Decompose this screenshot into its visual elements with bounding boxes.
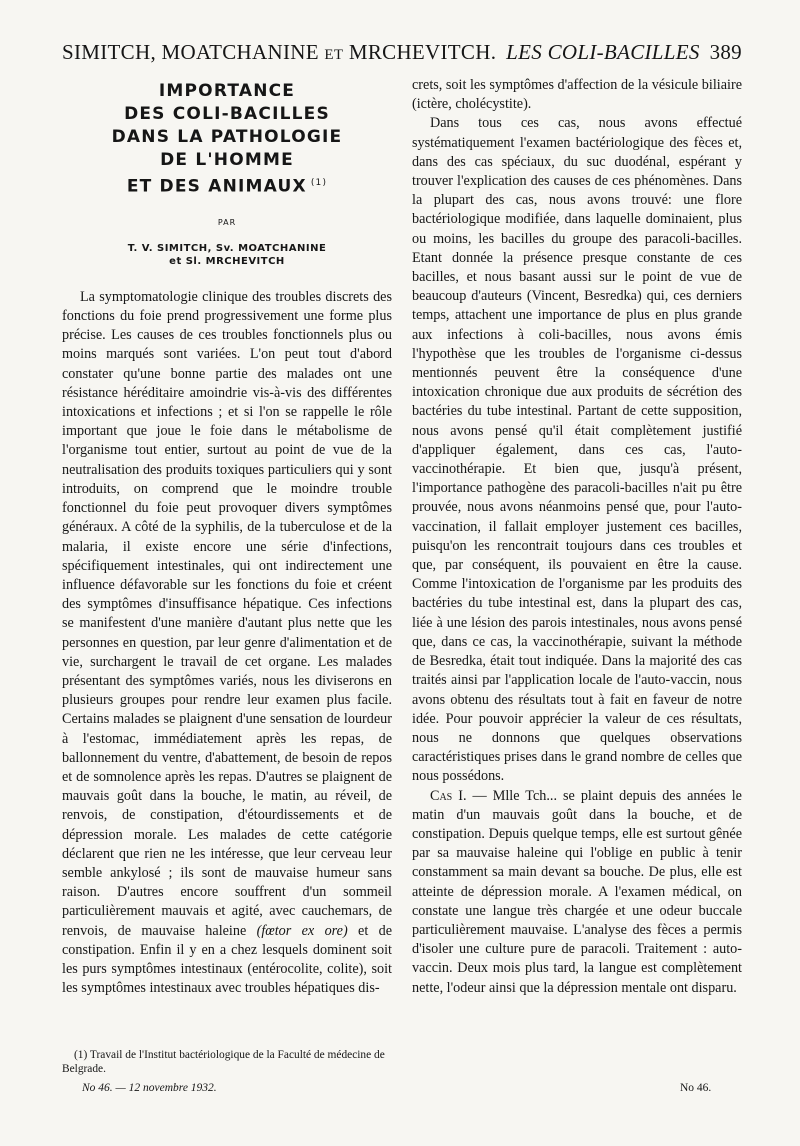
running-head [62,40,742,65]
title-line: IMPORTANCE [158,81,296,101]
running-head-journal-title: LES COLI-BACILLES [506,40,700,64]
byline-line: T. V. SIMITCH, Sv. MOATCHANINE [127,242,327,254]
title-line: DES COLI-BACILLES [124,104,330,124]
title-line: DANS LA PATHOLOGIE [111,127,343,147]
issue-footer-left: No 46. — 12 novembre 1932. [82,1082,217,1094]
article-title [62,80,392,199]
case-label: Cas I. [430,787,467,804]
footnote [62,1048,392,1076]
footnote-text: (1) Travail de l'Institut bactériologique de la Faculté de médecine de Belgrade. [62,1049,385,1075]
page-number: 389 [709,40,742,64]
footnote-reference: (1) [310,178,328,188]
case-paragraph: Cas I. — Mlle Tch... se plaint depuis des années le matin d'un mauvais goût dans la bouche, et de constipation. Depuis quelque temps, elle est surtout gênée par sa mauvaise haleine qui l'oblige en public à tenir constamment sa main devant sa bouche. De plus, elle est atteinte de dépression morale. A l'examen médical, on constate une langue très chargée et une odeur buccale particulièrement mauvaise. L'analyse des fèces a permis d'isoler une culture pure de paracoli. Traitement : auto-vaccin. Deux mois plus tard, la langue est complètement nette, l'odeur ainsi que la dépression mentale ont disparu. [412,787,742,996]
issue-footer-right: No 46. [680,1082,712,1094]
italic-phrase: (fœtor ex ore) [256,922,348,939]
right-column [412,76,742,998]
running-head-authors: SIMITCH, MOATCHANINE et MRCHEVITCH. [62,40,497,64]
body-paragraph: La symptomatologie clinique des troubles discrets des fonctions du foie prend progressivement une forme plus précise. Les causes de ces troubles fonctionnels plus ou moins marqués sont variées. L'on peut tout d'abord constater qu'une bonne partie des malades ont une résistance héréditaire amoindrie vis-à-vis des différentes intoxications et infections ; et si l'on se rappelle le rôle important que joue le foie dans le métabolisme de l'organisme tout entier, surtout au point de vue de la neutralisation des produits toxiques particuliers qui y sont introduits, on comprend que le moindre trouble fonctionnel du foie peut provoquer divers symptômes généraux. A côté de la syphilis, de la tuberculose et de la malaria, il existe encore une série d'infections, spécifiquement intestinales, qui ont indirectement une influence défavorable sur les fonctions du foie et créent des symptômes d'insuffisance hépatique. Ces infections se manifestent d'une manière d'autant plus nette que les personnes en question, par leur genre d'alimentation et de vie, surchargent le travail de cet organe. Les malades présentant des symptômes variés, nous les diviserons en plusieurs groupes pour rendre leur examen plus facile. Certains malades se plaignent d'une sensation de lourdeur à l'estomac, immédiatement après les repas, de ballonnement du ventre, d'abattement, de besoin de repos et de somnolence après les repas. D'autres se plaignent de mauvais goût dans la bouche, le matin, au réveil, de renvois, de constipation, d'étourdissements et de dépression morale. Les malades de cette catégorie déclarent que rien ne les intéresse, que leur cerveau leur semble ankylosé ; ils sont de mauvaise humeur sans raison. D'autres encore souffrent d'un sommeil particulièrement mauvais et agité, avec cauchemars, de renvois, de mauvaise haleine (fœtor ex ore) et de constipation. Enfin il y en a chez lesquels dominent soit les purs symptômes intestinaux (entérocolite, colite), soit les symptômes intestinaux avec troubles hépatiques dis- [62,288,392,997]
left-column [62,76,392,998]
byline-line: et Sl. MRCHEVITCH [169,255,285,267]
body-paragraph: Dans tous ces cas, nous avons effectué systématiquement l'examen bactériologique des fèces et, dans des cas spéciaux, du suc duodénal, espérant y trouver l'explication des causes de ces phénomènes. Dans la plupart des cas, nous avons trouvé: une flore bactériologique modifiée, dans laquelle dominaient, plus ou moins, les bacilles du groupe des paracoli-bacilles. Etant donnée la présence presque constante de ces bacilles, et nous basant aussi sur le point de vue de beaucoup d'auteurs (Vincent, Besredka) qui, ces derniers temps, attachent une importance de plus en plus grande aux infections à coli-bacilles, nous avons émis l'hypothèse que les troubles de l'organisme ci-dessus mentionnés peuvent être la conséquence d'une intoxication chronique due aux produits de sécrétion des bactéries du tube intestinal. Partant de cette supposition, nous avons pensé qu'il était complètement justifié d'appliquer également, dans ces cas, l'auto-vaccinothérapie. Et bien que, jusqu'à présent, l'importance pathogène des paracoli-bacilles n'ait pu être prouvée, nous avons néanmoins pensé que, pour l'auto-vaccination, il fallait employer justement ces bacilles, puisqu'on les rencontrait toujours dans ces troubles et que, par conséquent, ils pouvaient en être la cause. Comme l'intoxication de l'organisme par les produits des bactéries du tube intestinal est, dans la plupart des cas, liée à une lésion des parois intestinales, nous avons pensé que, dans ce cas, la vaccinothérapie, suivant la méthode de Besredka, était tout indiquée. Dans la majorité des cas traités ainsi par l'application locale de l'auto-vaccin, nous avons obtenu des résultats tout à fait en faveur de notre idée. Pour pouvoir apprécier la valeur de ces résultats, nous ne donnons que quelques observations caractéristiques prises dans le grand nombre de celles que nous possédons. [412,115,742,785]
par-label: PAR [217,217,237,227]
title-line: DE L'HOMME [160,150,294,170]
title-line: ET DES ANIMAUX $^{(1)}$ [126,176,328,197]
byline [62,242,392,268]
continuation-paragraph: crets, soit les symptômes d'affection de la vésicule biliaire (ictère, cholécystite). [412,77,742,113]
